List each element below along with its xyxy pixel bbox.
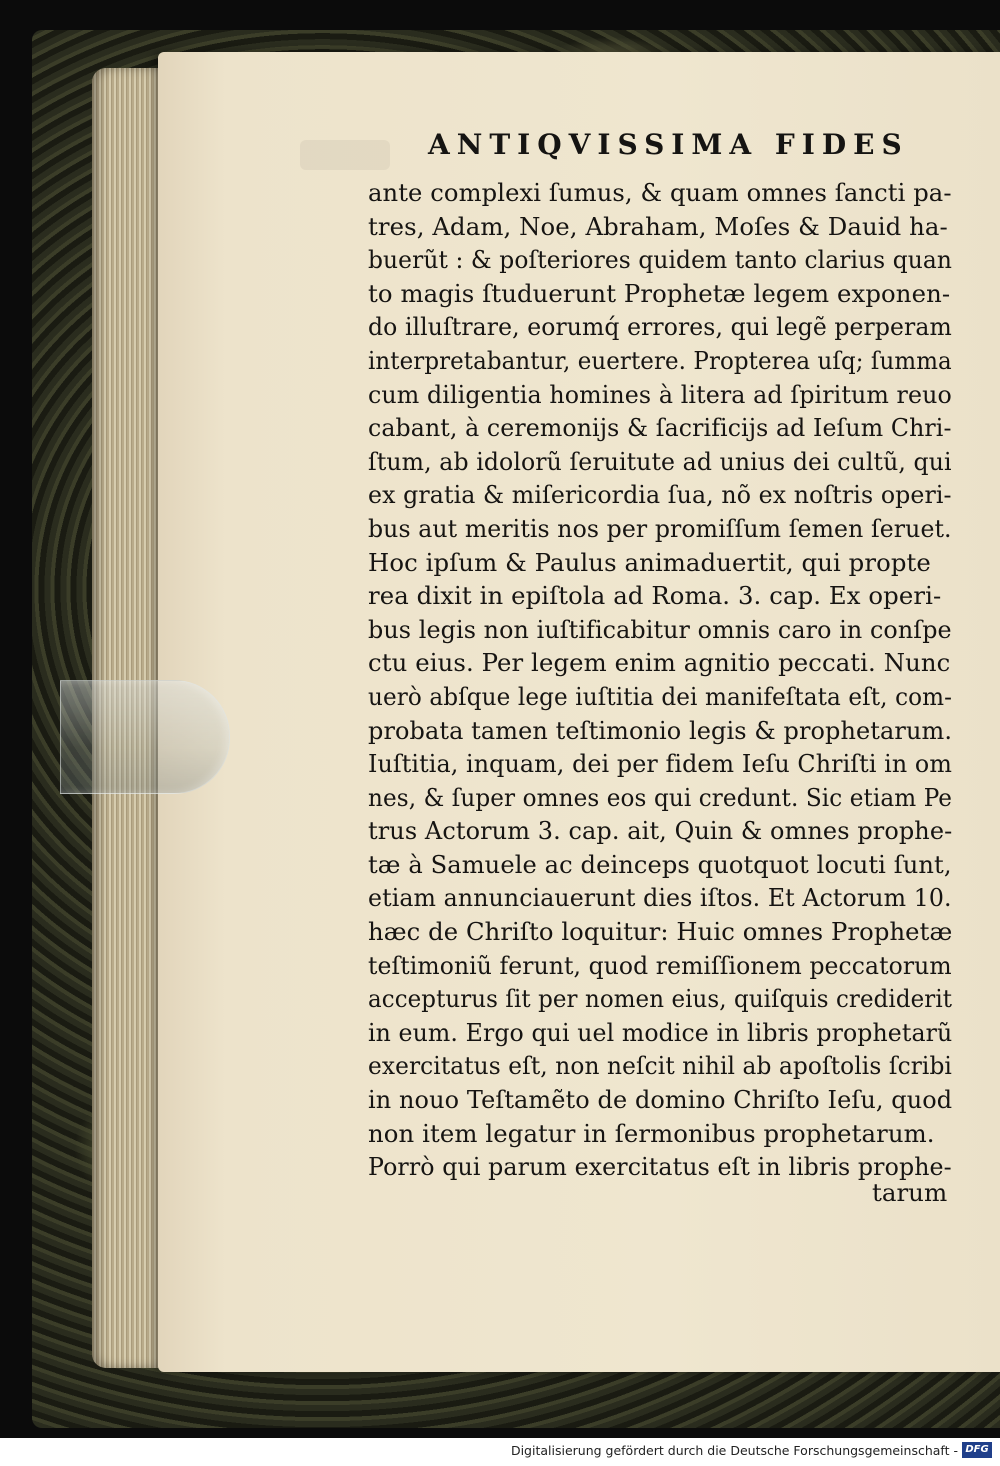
text-line: cum diligentia homines à litera ad ſpiritum reuo — [368, 379, 952, 409]
text-line: non item legatur in ſermonibus prophetarum. — [368, 1118, 935, 1148]
text-line: ante complexi ſumus, & quam omnes ſancti pa- — [368, 178, 952, 207]
text-line: etiam annunciauerunt dies iſtos. Et Actorum 10. — [368, 883, 952, 913]
text-line: probata tamen teſtimonio legis & prophetarum. — [368, 715, 953, 745]
text-line: accepturus ſit per nomen eius, quiſquis crediderit — [368, 984, 953, 1014]
text-line: ſtum, ab idolorũ ſeruitute ad unius dei cultũ, qui — [368, 446, 952, 476]
text-line: in nouo Teſtamẽto de domino Chriſto Ieſu, quod — [368, 1085, 953, 1115]
text-line: in eum. Ergo qui uel modice in libris prophetarũ — [368, 1017, 953, 1047]
text-line: do illuſtrare, eorumq́ errores, qui legẽ perperam — [368, 312, 952, 342]
text-line: tres, Adam, Noe, Abraham, Moſes & Dauid ha- — [368, 211, 948, 241]
text-line: hæc de Chriſto loquitur: Huic omnes Prophetæ — [368, 917, 953, 947]
text-line: nes, & ſuper omnes eos qui credunt. Sic etiam Pe — [368, 782, 953, 812]
text-line: teſtimoniũ ferunt, quod remiſſionem peccatorum — [368, 950, 952, 980]
text-line: ctu eius. Per legem enim agnitio peccati. Nunc — [368, 648, 951, 678]
text-line: buerũt : & poſteriores quidem tanto clarius quan — [368, 245, 953, 275]
running-head: ANTIQVISSIMA FIDES — [428, 128, 909, 161]
text-line: Hoc ipſum & Paulus animaduertit, qui propte — [368, 547, 931, 577]
text-line: ex gratia & miſericordia ſua, nõ ex noſtris operi- — [368, 480, 952, 510]
text-line: rea dixit in epiſtola ad Roma. 3. cap. Ex operi- — [368, 581, 942, 611]
show-through-mark — [300, 140, 390, 170]
text-line: Porrò qui parum exercitatus eſt in libris prophe- — [368, 1152, 952, 1182]
text-line: to magis ſtuduerunt Prophetæ legem exponen- — [368, 278, 951, 308]
text-line: uerò abſque lege iuſtitia dei manifeſtata eſt, com- — [368, 681, 953, 711]
text-line: Iuſtitia, inquam, dei per fidem Ieſu Chriſti in om — [368, 749, 952, 779]
text-line: exercitatus eſt, non neſcit nihil ab apoſtolis ſcribi — [368, 1051, 952, 1081]
dfg-logo: DFG — [962, 1442, 992, 1458]
glass-page-clip — [60, 680, 230, 794]
text-line: cabant, à ceremonijs & ſacrificijs ad Ieſum Chri- — [368, 413, 952, 443]
text-line: bus legis non iuſtificabitur omnis caro in conſpe — [368, 614, 952, 644]
text-line: trus Actorum 3. cap. ait, Quin & omnes prophe- — [368, 816, 953, 846]
text-line: interpretabantur, euertere. Propterea uſq; ſumma — [368, 345, 952, 375]
body-text — [368, 176, 956, 1184]
catchword: tarum — [872, 1178, 948, 1207]
footer-credit: Digitalisierung gefördert durch die Deutsche Forschungsgemeinschaft - — [510, 1443, 958, 1458]
text-line: bus aut meritis nos per promiſſum ſemen ſeruet. — [368, 513, 952, 543]
text-line: tæ à Samuele ac deinceps quotquot locuti ſunt, — [368, 849, 952, 879]
